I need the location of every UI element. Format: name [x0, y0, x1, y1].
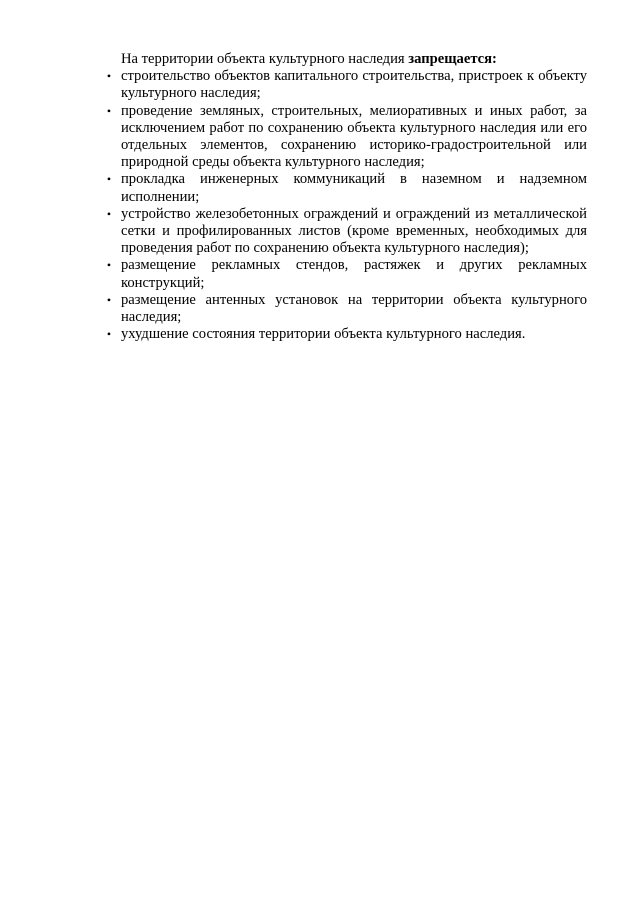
bullet-icon: • — [106, 103, 112, 118]
prohibitions-list — [106, 68, 587, 343]
bullet-icon: • — [106, 258, 112, 273]
list-item-text: прокладка инженерных коммуникаций в наземном и надземном исполнении; — [121, 171, 587, 205]
list-item — [106, 171, 587, 205]
list-item — [106, 257, 587, 291]
list-item — [106, 291, 587, 326]
list-item-text: проведение земляных, строительных, мелиоративных и иных работ, за исключением работ по сохранению объекта культурного наследия или его отдельных элементов, сохранению историко-градостроительной или природной среды объекта культурного наследия; — [121, 102, 587, 171]
list-item — [106, 326, 587, 343]
list-item — [106, 68, 587, 102]
intro-bold-text: запрещается: — [408, 51, 497, 67]
list-item — [106, 205, 587, 258]
bullet-icon: • — [106, 292, 112, 307]
bullet-icon: • — [106, 172, 112, 187]
list-item-text: размещение антенных установок на территории объекта культурного наследия; — [121, 291, 587, 326]
bullet-icon: • — [106, 327, 112, 342]
list-item-text: ухудшение состояния территории объекта культурного наследия. — [121, 326, 526, 343]
intro-paragraph — [121, 51, 587, 68]
list-item-text: строительство объектов капитального строительства, пристроек к объекту культурного наследия; — [121, 68, 587, 102]
bullet-icon: • — [106, 69, 112, 84]
bullet-icon: • — [106, 206, 112, 221]
list-item — [106, 102, 587, 172]
list-item-text: размещение рекламных стендов, растяжек и других рекламных конструкций; — [121, 257, 587, 291]
intro-text: На территории объекта культурного наследия — [121, 51, 409, 67]
list-item-text: устройство железобетонных ограждений и ограждений из металлической сетки и профилированных листов (кроме временных, необходимых для проведения работ по сохранению объекта культурного наследия); — [121, 205, 587, 257]
document-content — [106, 51, 587, 343]
